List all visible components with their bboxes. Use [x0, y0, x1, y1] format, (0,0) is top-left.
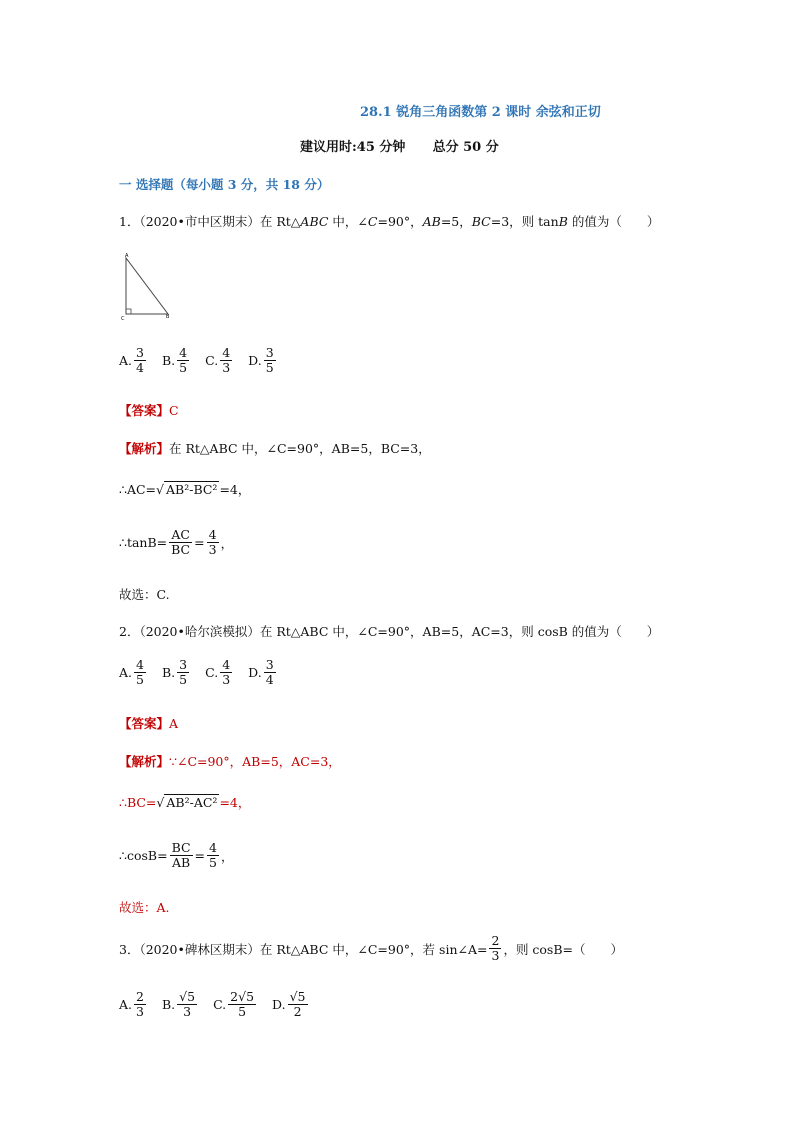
- numerator: 2: [491, 933, 500, 948]
- analysis-text: ∴tanB=: [119, 535, 168, 551]
- q3-stem-text: 3．（2020•碑林区期末）在 Rt△ABC 中，∠C=90°，若 sin∠A=: [119, 941, 488, 957]
- denominator: 3: [222, 672, 231, 688]
- fraction: [170, 841, 193, 871]
- numerator: 2: [136, 989, 144, 1004]
- option-fraction: [264, 346, 276, 376]
- q1-analysis-line2: [119, 480, 250, 498]
- fraction: [169, 528, 192, 558]
- numerator: 2√5: [230, 989, 255, 1004]
- equals-sign: =: [194, 848, 206, 864]
- denominator: 4: [136, 360, 144, 376]
- document-title: 28.1 锐角三角函数第 2 课时 余弦和正切: [360, 105, 601, 120]
- analysis-tag: 【解析】: [119, 754, 170, 769]
- numerator: 3: [136, 345, 144, 360]
- q2-answer: [119, 714, 178, 732]
- analysis-text: ∴AC=: [119, 481, 157, 497]
- option-label: A.: [119, 353, 133, 369]
- q1-option-c[interactable]: [205, 346, 234, 376]
- fraction: [207, 841, 219, 871]
- denominator: 3: [491, 948, 500, 964]
- numerator: 4: [136, 657, 144, 672]
- sqrt-expression: √ AB²-BC²: [156, 481, 218, 497]
- q2-option-d[interactable]: [248, 658, 278, 688]
- denominator: BC: [171, 542, 191, 558]
- option-fraction: [288, 990, 308, 1020]
- option-fraction: [264, 658, 276, 688]
- option-label: C.: [213, 997, 227, 1013]
- fraction: [207, 528, 219, 558]
- numerator: 4: [222, 345, 231, 360]
- denominator: 5: [136, 672, 144, 688]
- q1-stem-part: AB: [422, 214, 441, 229]
- q1-option-d[interactable]: [248, 346, 278, 376]
- section-heading: 一 选择题（每小题 3 分，共 18 分）: [119, 177, 330, 192]
- q1-option-b[interactable]: [162, 346, 191, 376]
- option-label: D.: [248, 353, 262, 369]
- q1-stem-part: ABC: [300, 214, 329, 229]
- right-triangle-figure: [116, 252, 176, 324]
- q2-stem: 2．（2020•哈尔滨模拟）在 Rt△ABC 中，∠C=90°，AB=5，AC=3，则 cosB 的值为（ ）: [119, 624, 660, 639]
- denominator: 3: [208, 542, 217, 558]
- option-fraction: [220, 346, 232, 376]
- option-fraction: [228, 990, 256, 1020]
- denominator: 3: [222, 360, 231, 376]
- vertex-label-c: C: [121, 316, 125, 322]
- option-label: C.: [205, 665, 219, 681]
- option-label: B.: [161, 665, 176, 681]
- denominator: 5: [238, 1004, 247, 1020]
- numerator: AC: [169, 528, 192, 543]
- q1-options: [119, 346, 292, 376]
- q2-options: [119, 658, 292, 688]
- option-label: C.: [205, 353, 219, 369]
- q3-option-b[interactable]: [162, 990, 199, 1020]
- denominator: 5: [179, 672, 188, 688]
- analysis-text: ∴BC=: [119, 794, 157, 810]
- q1-stem-part: 中，∠: [328, 214, 368, 229]
- q3-stem-text: ，则 cosB=（ ）: [503, 941, 624, 957]
- q2-option-a[interactable]: [119, 658, 148, 688]
- q1-stem-part: 的值为（ ）: [567, 214, 660, 229]
- numerator: 4: [222, 657, 231, 672]
- answer-value: A: [169, 716, 179, 731]
- q2-option-b[interactable]: [162, 658, 191, 688]
- q3-option-a[interactable]: [119, 990, 148, 1020]
- option-fraction: [177, 990, 197, 1020]
- numerator: √5: [289, 989, 306, 1004]
- denominator: 5: [209, 855, 217, 871]
- analysis-text: ，: [220, 848, 234, 864]
- analysis-tag: 【解析】: [119, 441, 170, 456]
- q2-conclusion: 故选：A.: [119, 900, 170, 915]
- option-label: A.: [119, 997, 133, 1013]
- denominator: 4: [265, 672, 274, 688]
- q2-analysis-line1: [119, 752, 341, 770]
- option-label: D.: [272, 997, 286, 1013]
- numerator: 3: [265, 345, 274, 360]
- option-fraction: [177, 658, 189, 688]
- analysis-text: =4，: [219, 482, 251, 497]
- numerator: 4: [208, 527, 217, 542]
- analysis-text: ∵∠C=90°，AB=5，AC=3，: [169, 754, 341, 769]
- radicand: AB²-BC²: [166, 481, 218, 497]
- denominator: 5: [265, 360, 274, 376]
- analysis-text: ∴cosB=: [119, 848, 168, 864]
- q1-analysis-line1: [119, 439, 431, 457]
- option-label: A.: [119, 665, 133, 681]
- option-fraction: [134, 990, 146, 1020]
- option-fraction: [177, 346, 189, 376]
- q1-stem-part: C: [367, 214, 378, 229]
- sqrt-expression: √ AB²-AC²: [156, 794, 218, 810]
- q2-option-c[interactable]: [205, 658, 234, 688]
- q1-stem-part: =5，: [440, 214, 472, 229]
- q3-option-d[interactable]: [272, 990, 309, 1020]
- analysis-text: 在 Rt△ABC 中，∠C=90°，AB=5，BC=3，: [169, 441, 431, 456]
- q1-stem: [119, 212, 659, 230]
- numerator: BC: [171, 840, 191, 855]
- q1-analysis-line3: [119, 528, 233, 558]
- denominator: 3: [183, 1004, 192, 1020]
- answer-value: C: [169, 403, 179, 418]
- q3-option-c[interactable]: [213, 990, 258, 1020]
- denominator: 3: [136, 1004, 144, 1020]
- answer-tag: 【答案】: [119, 716, 170, 731]
- denominator: AB: [171, 855, 191, 871]
- option-label: B.: [161, 997, 176, 1013]
- analysis-text: ，: [220, 535, 234, 551]
- q1-answer: [119, 401, 179, 419]
- radicand: AB²-AC²: [166, 794, 218, 810]
- numerator: 3: [179, 657, 188, 672]
- vertex-label-a: A: [125, 253, 129, 259]
- q1-stem-part: 1．（2020•市中区期末）在 Rt△: [119, 214, 301, 229]
- q1-stem-part: B: [558, 214, 568, 229]
- q2-analysis-line2: [119, 793, 250, 811]
- document-subtitle: 建议用时:45 分钟 总分 50 分: [300, 140, 499, 155]
- numerator: 4: [179, 345, 188, 360]
- fraction: [489, 934, 501, 964]
- option-fraction: [134, 658, 146, 688]
- q2-analysis-line3: [119, 841, 234, 871]
- q1-conclusion: 故选：C.: [119, 587, 170, 602]
- option-label: D.: [248, 665, 262, 681]
- answer-tag: 【答案】: [119, 403, 170, 418]
- q3-stem: [119, 934, 623, 964]
- option-fraction: [220, 658, 232, 688]
- denominator: 2: [293, 1004, 302, 1020]
- analysis-text: =4，: [219, 795, 251, 810]
- q1-option-a[interactable]: [119, 346, 148, 376]
- vertex-label-b: B: [166, 314, 170, 320]
- option-fraction: [134, 346, 146, 376]
- numerator: 3: [265, 657, 274, 672]
- q1-stem-part: =3，则 tan: [490, 214, 559, 229]
- option-label: B.: [161, 353, 176, 369]
- q1-stem-part: BC: [471, 214, 491, 229]
- q3-options: [119, 990, 324, 1020]
- q1-stem-part: =90°，: [377, 214, 423, 229]
- numerator: √5: [179, 989, 196, 1004]
- equals-sign: =: [194, 535, 205, 551]
- denominator: 5: [179, 360, 188, 376]
- numerator: 4: [209, 840, 217, 855]
